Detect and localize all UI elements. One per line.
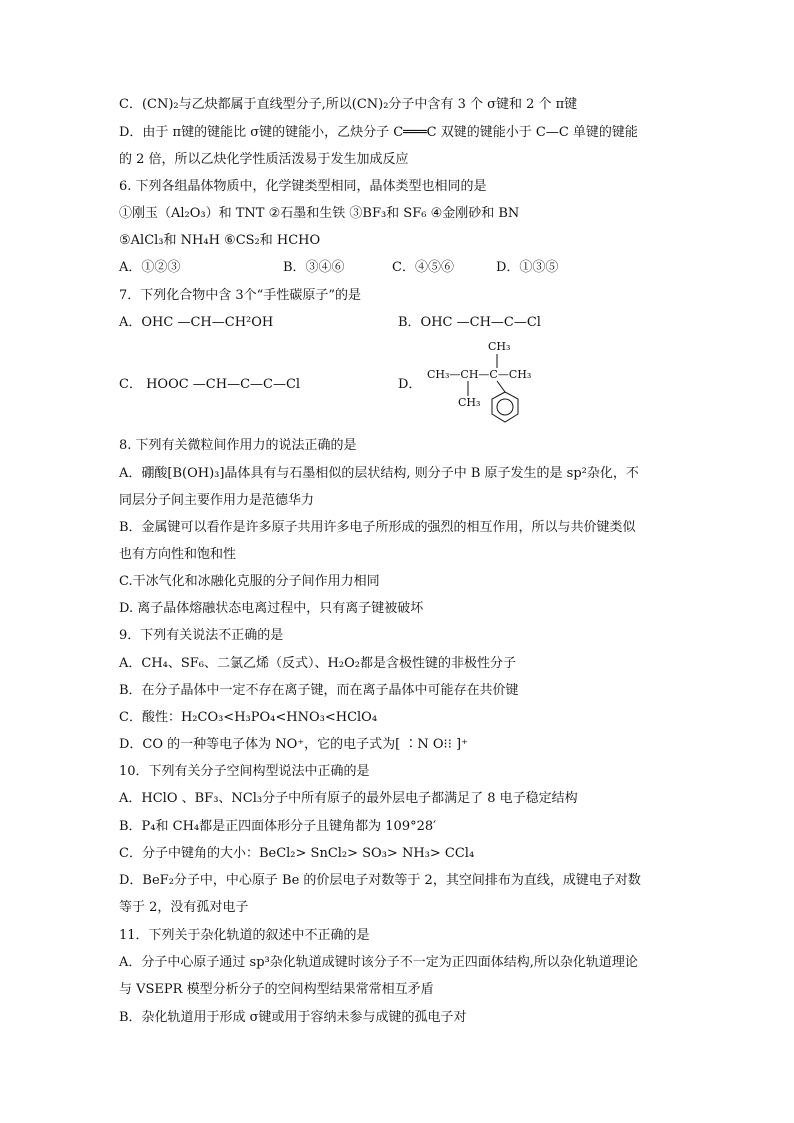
q5-option-d-line2: 的 2 倍，所以乙炔化学性质活泼易于发生加成反应 bbox=[119, 152, 409, 167]
q10-option-d-line2: 等于 2，没有孤对电子 bbox=[119, 900, 249, 915]
q7-option-d-label: D． bbox=[398, 377, 422, 392]
q11-option-b: B．杂化轨道用于形成 σ键或用于容纳未参与成键的孤电子对 bbox=[119, 1010, 467, 1025]
q10-option-b: B．P₄和 CH₄都是正四面体形分子且键角都为 109°28′ bbox=[119, 819, 437, 834]
q10-option-c: C．分子中键角的大小：BeCl₂> SnCl₂> SO₃> NH₃> CCl₄ bbox=[119, 846, 475, 861]
q8-stem: 8. 下列有关微粒间作用力的说法正确的是 bbox=[119, 438, 357, 453]
q10-option-a: A．HClO 、BF₃、NCl₃分子中所有原子的最外层电子都满足了 8 电子稳定结构 bbox=[119, 791, 578, 806]
q6-stem: 6. 下列各组晶体物质中，化学键类型相同，晶体类型也相同的是 bbox=[119, 179, 487, 194]
q11-stem: 11．下列关于杂化轨道的叙述中不正确的是 bbox=[119, 928, 370, 943]
q6-items-row1: ①刚玉（Al₂O₃）和 TNT ②石墨和生铁 ③BF₃和 SF₆ ④金刚砂和 BN bbox=[119, 206, 520, 221]
q6-option-d: D．①③⑤ bbox=[496, 260, 559, 275]
q7-option-b: B．OHC —CH—C—Cl bbox=[398, 315, 541, 330]
q7-d-main-chain: CH₃—CH—C—CH₃ bbox=[427, 368, 532, 381]
q9-option-a: A．CH₄、SF₆、二氯乙烯（反式）、H₂O₂都是含极性键的非极性分子 bbox=[119, 656, 516, 671]
q9-option-d: D．CO 的一种等电子体为 NO⁺，它的电子式为[ ∶N O⁝⁝ ]⁺ bbox=[119, 737, 468, 752]
q7-d-methyl-bottom: CH₃ bbox=[458, 396, 481, 409]
q8-option-a-line1: A．硼酸[B(OH)₃]晶体具有与石墨相似的层状结构, 则分子中 B 原子发生的是 sp²杂化，不 bbox=[119, 466, 639, 481]
q7-d-structure-lines bbox=[420, 340, 550, 430]
q7-d-methyl-top: CH₃ bbox=[488, 340, 511, 353]
q6-items-row2: ⑤AlCl₃和 NH₄H ⑥CS₂和 HCHO bbox=[119, 233, 321, 248]
q7-stem: 7．下列化合物中含 3个“手性碳原子”的是 bbox=[119, 288, 361, 303]
q11-option-a-line2: 与 VSEPR 模型分析分子的空间构型结果常常相互矛盾 bbox=[119, 982, 434, 997]
q6-option-b: B．③④⑥ bbox=[283, 260, 345, 275]
benzene-ring-icon bbox=[492, 392, 518, 422]
q8-option-b-line1: B．金属键可以看作是许多原子共用许多电子所形成的强烈的相互作用，所以与共价键类似 bbox=[119, 520, 636, 535]
q8-option-c: C.干冰气化和冰融化克服的分子间作用力相同 bbox=[119, 574, 380, 589]
q10-stem: 10．下列有关分子空间构型说法中正确的是 bbox=[119, 764, 370, 779]
q11-option-a-line1: A．分子中心原子通过 sp³杂化轨道成键时该分子不一定为正四面体结构,所以杂化轨道理论 bbox=[119, 955, 638, 970]
q7-option-a: A．OHC —CH—CH²OH bbox=[119, 315, 274, 330]
q8-option-b-line2: 也有方向性和饱和性 bbox=[119, 547, 237, 562]
q9-option-c: C．酸性：H₂CO₃<H₃PO₄<HNO₃<HClO₄ bbox=[119, 710, 378, 725]
q8-option-a-line2: 同层分子间主要作用力是范德华力 bbox=[119, 493, 315, 508]
q9-stem: 9．下列有关说法不正确的是 bbox=[119, 628, 284, 643]
q10-option-d-line1: D．BeF₂分子中，中心原子 Be 的价层电子对数等于 2，其空间排布为直线，成键电子对数 bbox=[119, 873, 641, 888]
q9-option-b: B．在分子晶体中一定不存在离子键，而在离子晶体中可能存在共价键 bbox=[119, 683, 519, 698]
q6-option-c: C．④⑤⑥ bbox=[392, 260, 454, 275]
q5-option-c: C．(CN)₂与乙炔都属于直线型分子,所以(CN)₂分子中含有 3 个 σ键和 2 个 π键 bbox=[119, 97, 578, 112]
q5-option-d-line1: D．由于 π键的键能比 σ键的键能小，乙炔分子 C═══C 双键的键能小于 C—C 单键的键能 bbox=[119, 125, 638, 140]
q7-option-c: C． HOOC —CH—C—C—Cl bbox=[119, 377, 301, 392]
q6-option-a: A．①②③ bbox=[119, 260, 181, 275]
q8-option-d: D. 离子晶体熔融状态电离过程中，只有离子键被破坏 bbox=[119, 601, 424, 616]
